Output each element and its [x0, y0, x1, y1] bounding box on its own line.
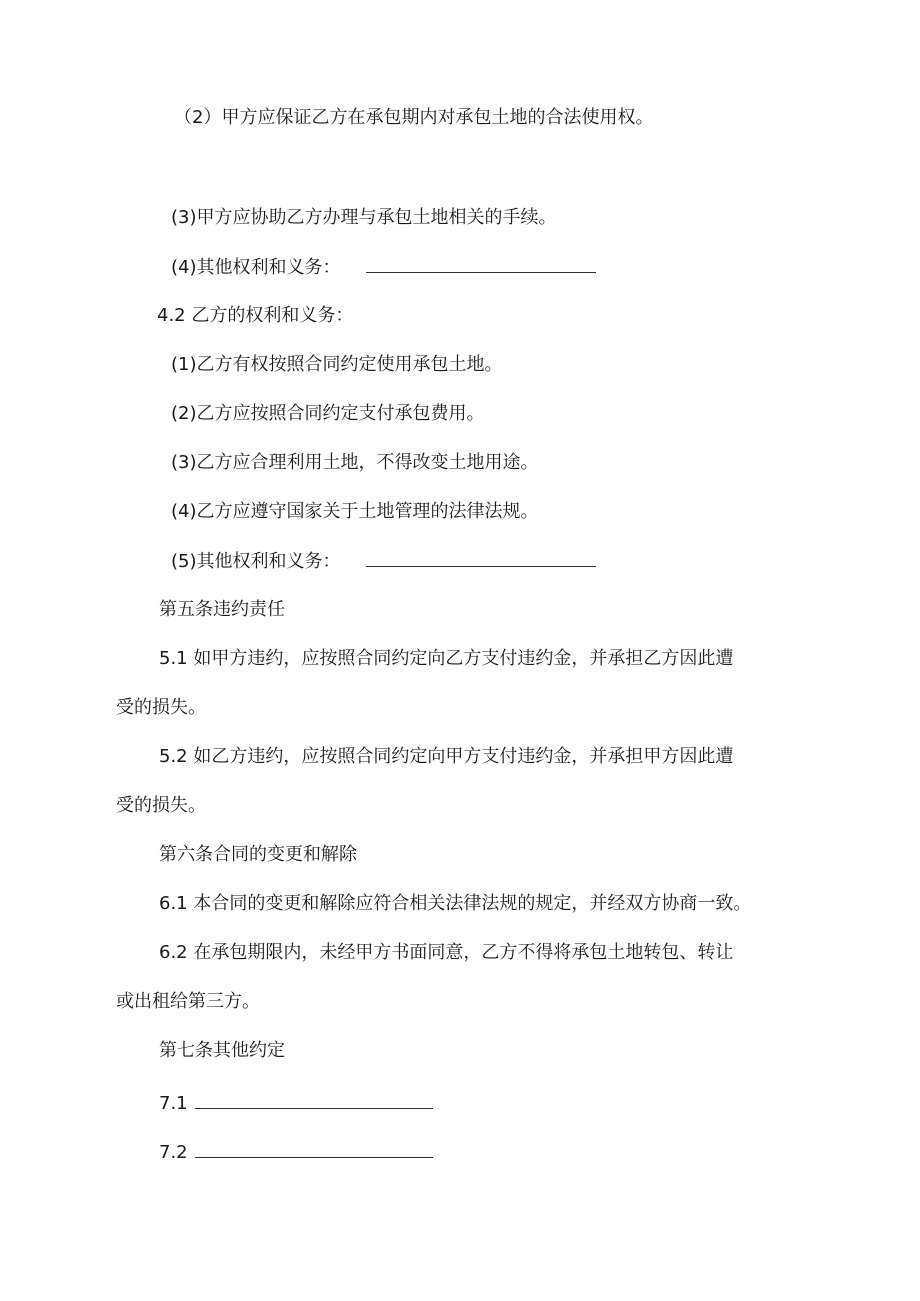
clause-4-2-item-1: (1)乙方有权按照合同约定使用承包土地。 [171, 354, 503, 375]
clause-4-1-item-4-label: (4)其他权利和义务： [171, 257, 341, 278]
clause-6-1: 6.1 本合同的变更和解除应符合相关法律法规的规定，并经双方协商一致。 [159, 893, 752, 914]
clause-4-1-item-2: （2）甲方应保证乙方在承包期内对承包土地的合法使用权。 [174, 107, 654, 128]
blank-line-field [195, 1090, 433, 1109]
clause-5-1-line-2: 受的损失。 [116, 697, 206, 718]
clause-4-2-item-4: (4)乙方应遵守国家关于土地管理的法律法规。 [171, 501, 539, 522]
clause-7-1 [159, 1090, 433, 1117]
section-4-2-heading: 4.2 乙方的权利和义务： [157, 305, 354, 326]
clause-4-1-item-4 [171, 254, 596, 281]
blank-line-field [366, 548, 596, 567]
clause-5-2-line-2: 受的损失。 [116, 795, 206, 816]
clause-4-2-item-5 [171, 548, 596, 575]
clause-4-1-item-3: (3)甲方应协助乙方办理与承包土地相关的手续。 [171, 207, 557, 228]
clause-7-2 [159, 1139, 433, 1166]
article-7-heading: 第七条其他约定 [159, 1040, 285, 1061]
clause-5-2-line-1: 5.2 如乙方违约，应按照合同约定向甲方支付违约金，并承担甲方因此遭 [159, 746, 734, 767]
clause-7-2-number: 7.2 [159, 1142, 188, 1163]
clause-4-2-item-2: (2)乙方应按照合同约定支付承包费用。 [171, 403, 485, 424]
clause-5-1-line-1: 5.1 如甲方违约，应按照合同约定向乙方支付违约金，并承担乙方因此遭 [159, 648, 734, 669]
clause-7-1-number: 7.1 [159, 1093, 188, 1114]
clause-4-2-item-3: (3)乙方应合理利用土地，不得改变土地用途。 [171, 452, 539, 473]
clause-6-2-line-2: 或出租给第三方。 [116, 991, 260, 1012]
clause-4-2-item-5-label: (5)其他权利和义务： [171, 551, 341, 572]
article-5-heading: 第五条违约责任 [159, 599, 285, 620]
article-6-heading: 第六条合同的变更和解除 [159, 844, 357, 865]
clause-6-2-line-1: 6.2 在承包期限内，未经甲方书面同意，乙方不得将承包土地转包、转让 [159, 942, 734, 963]
blank-line-field [195, 1139, 433, 1158]
blank-line-field [366, 254, 596, 273]
